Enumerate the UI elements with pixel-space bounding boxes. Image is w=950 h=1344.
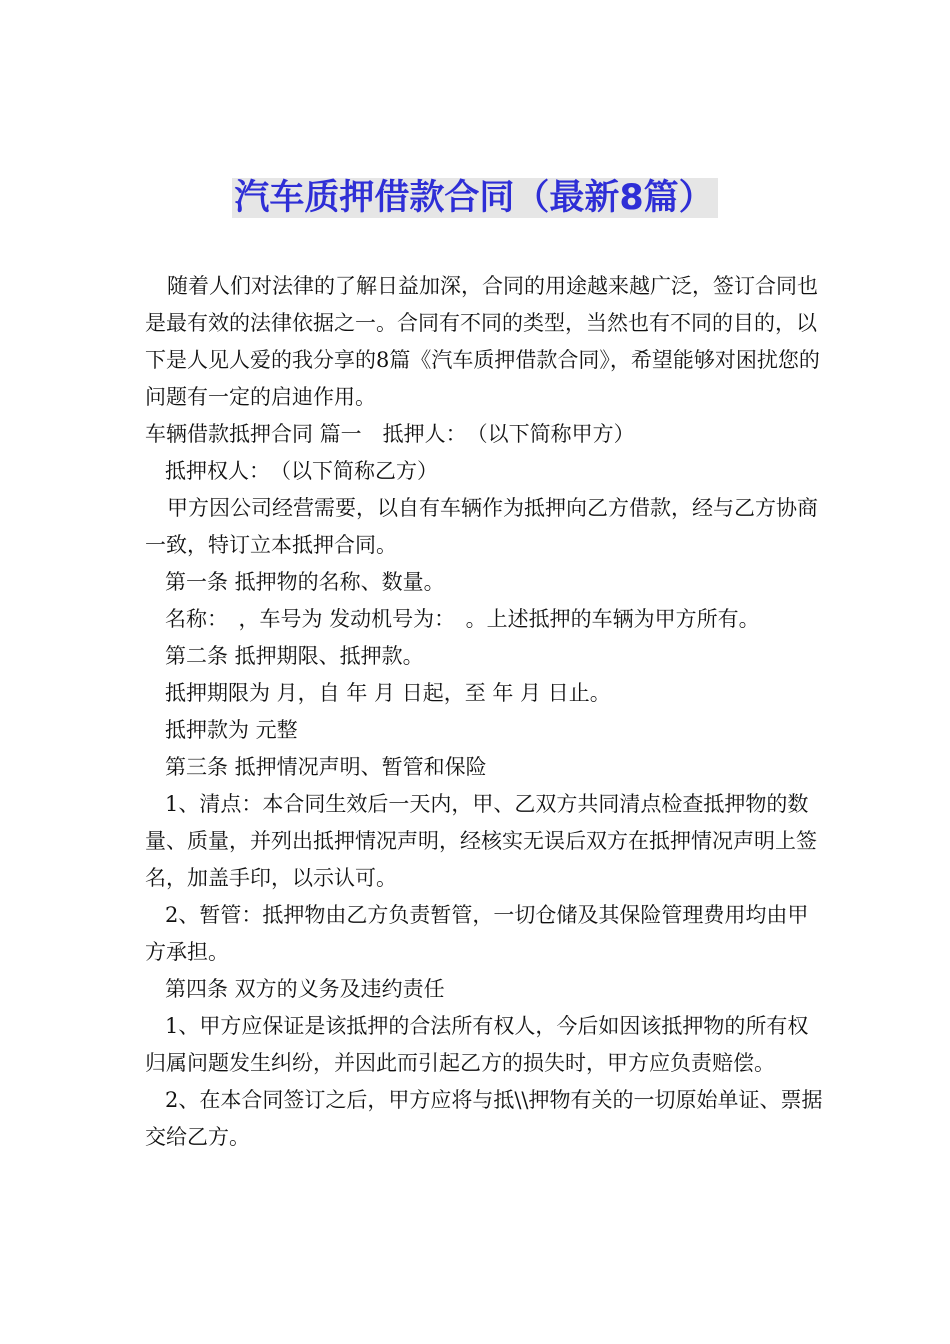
paragraph: 第三条 抵押情况声明、暂管和保险 [165, 755, 487, 779]
paragraph: 2、暂管：抵押物由乙方负责暂管，一切仓储及其保险管理费用均由甲方承担。 [145, 903, 809, 964]
paragraph: 第二条 抵押期限、抵押款。 [165, 644, 424, 668]
paragraph: 甲方因公司经营需要，以自有车辆作为抵押向乙方借款，经与乙方协商一致，特订立本抵押合同。 [145, 496, 818, 557]
paragraph: 抵押款为 元整 [165, 718, 298, 742]
paragraph: 1、清点：本合同生效后一天内，甲、乙双方共同清点检查抵押物的数量、质量，并列出抵押情况声明，经核实无误后双方在抵押情况声明上签名，加盖手印，以示认可。 [145, 792, 817, 890]
paragraph: 抵押权人： （以下简称乙方） [165, 459, 438, 483]
paragraph: 随着人们对法律的了解日益加深，合同的用途越来越广泛，签订合同也是最有效的法律依据之一。合同有不同的类型，当然也有不同的目的，以下是人见人爱的我分享的8篇《汽车质押借款合同》，希望能够对困扰您的问题有一定的启迪作用。 [145, 274, 820, 409]
paragraph: 车辆借款抵押合同 篇一 抵押人： （以下简称甲方） [145, 422, 635, 446]
paragraph: 1、甲方应保证是该抵押的合法所有权人，今后如因该抵押物的所有权归属问题发生纠纷，并因此而引起乙方的损失时，甲方应负责赔偿。 [145, 1014, 809, 1075]
paragraph: 2、在本合同签订之后，甲方应将与抵\\押物有关的一切原始单证、票据交给乙方。 [145, 1088, 823, 1149]
paragraph: 抵押期限为 月，自 年 月 日起，至 年 月 日止。 [165, 681, 611, 705]
paragraph: 第四条 双方的义务及违约责任 [165, 977, 445, 1001]
title-container [0, 178, 950, 218]
paragraph: 名称： ，车号为 发动机号为： 。上述抵押的车辆为甲方所有。 [165, 607, 760, 631]
paragraph: 第一条 抵押物的名称、数量。 [165, 570, 445, 594]
document-title: 汽车质押借款合同（最新8篇） [232, 178, 717, 218]
document-body [145, 268, 825, 1156]
